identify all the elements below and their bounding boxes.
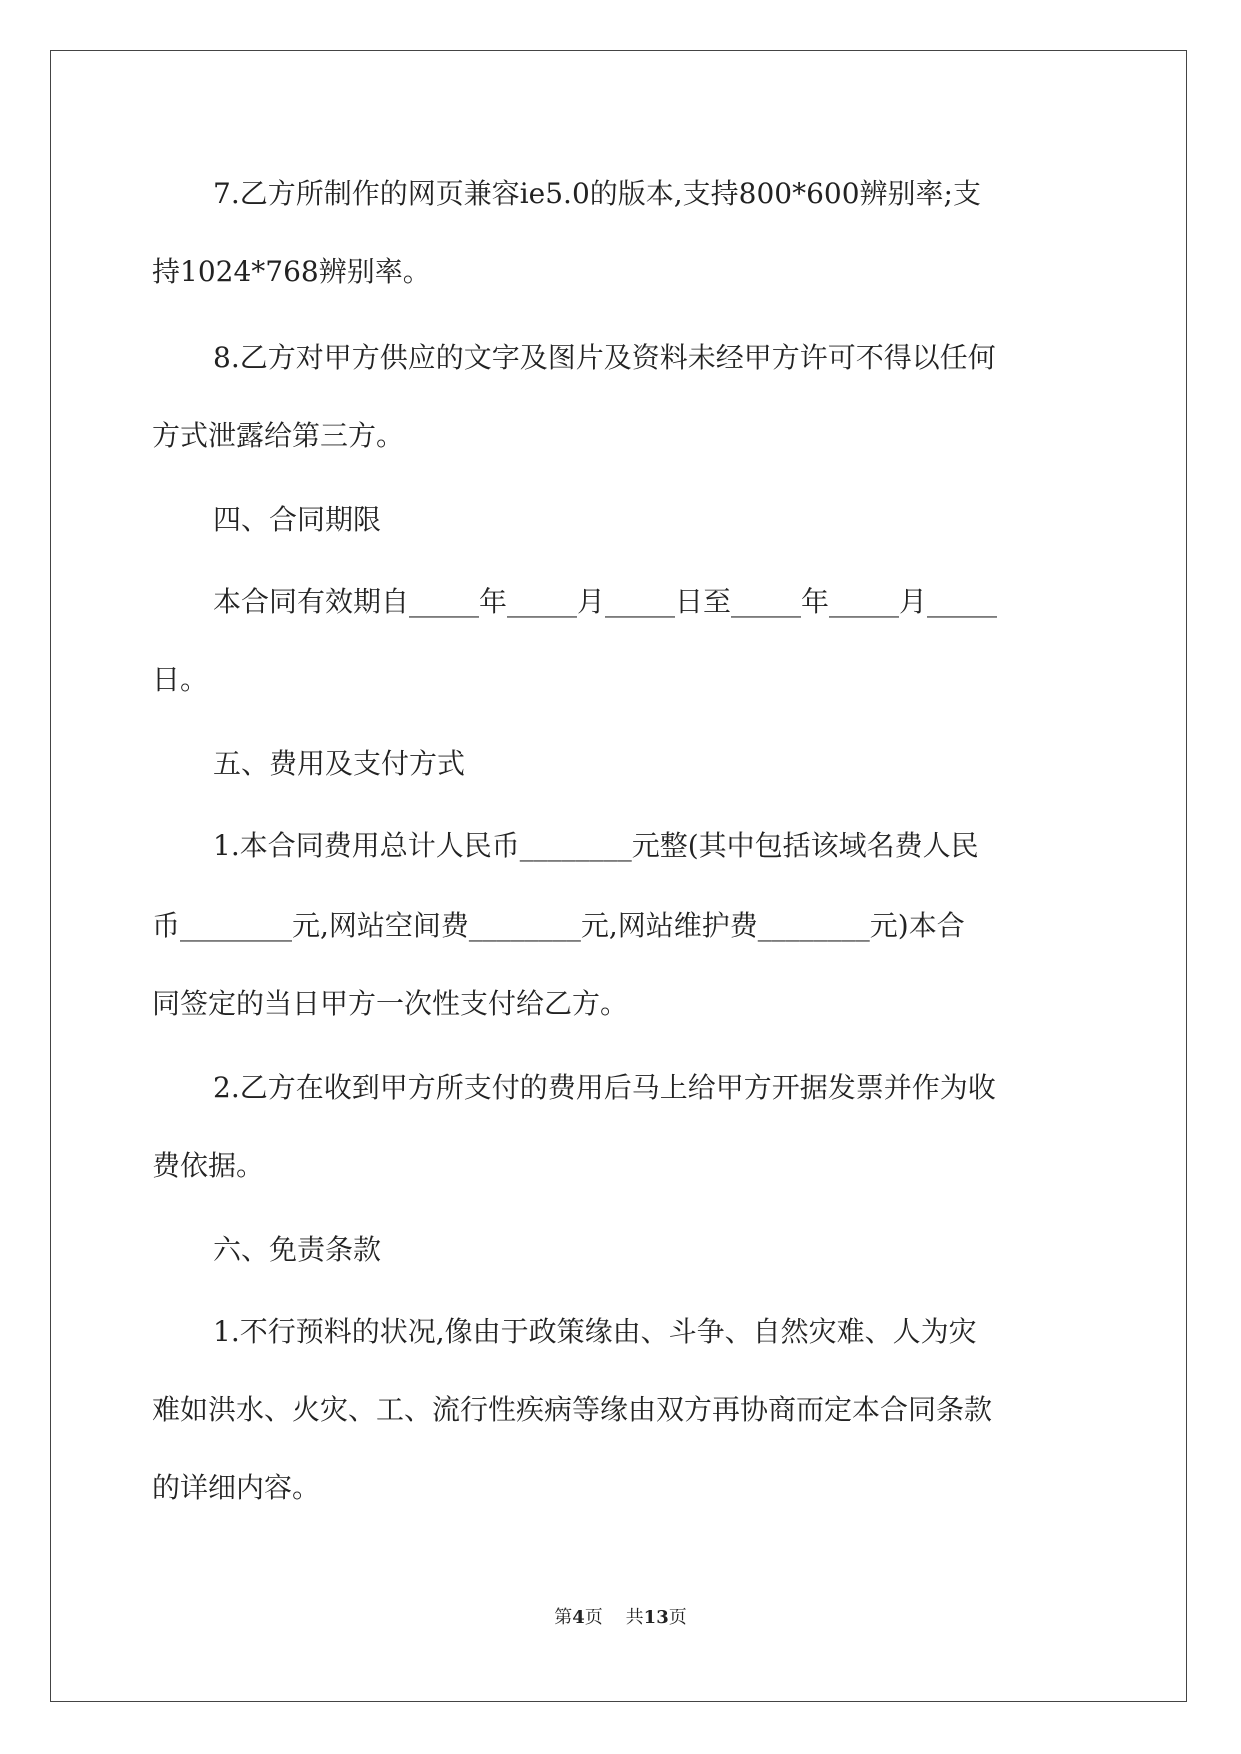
page-suffix: 页 [584,1607,603,1628]
page-prefix: 第 [554,1607,573,1628]
clause-8-line-1: 8.乙方对甲方供应的文字及图片及资料未经甲方许可不得以任何 [213,341,996,374]
payment-2-line-2: 费依据。 [152,1149,265,1182]
page-border [50,50,1187,1702]
payment-2-line-1: 2.乙方在收到甲方所支付的费用后马上给甲方开据发票并作为收 [213,1071,996,1104]
page-footer [0,1603,1241,1629]
section-heading-payment: 五、费用及支付方式 [213,747,466,780]
clause-7-line-2: 持1024*768辨别率。 [152,255,431,288]
payment-1-line-1: 1.本合同费用总计人民币________元整(其中包括该域名费人民 [213,829,979,862]
disclaimer-1-line-1: 1.不行预料的状况,像由于政策缘由、斗争、自然灾难、人为灾 [213,1315,977,1348]
page-total: 13 [643,1607,669,1628]
section-heading-term: 四、合同期限 [213,503,382,536]
disclaimer-1-line-3: 的详细内容。 [152,1471,321,1504]
total-suffix: 页 [668,1607,687,1628]
section-heading-disclaimer: 六、免责条款 [213,1233,382,1266]
term-line-1: 本合同有效期自_____年_____月_____日至_____年_____月_____ [213,585,998,618]
clause-7-line-1: 7.乙方所制作的网页兼容ie5.0的版本,支持800*600辨别率;支 [213,177,981,210]
clause-8-line-2: 方式泄露给第三方。 [152,419,405,452]
term-line-2: 日。 [152,663,209,696]
disclaimer-1-line-2: 难如洪水、火灾、工、流行性疾病等缘由双方再协商而定本合同条款 [152,1393,993,1426]
payment-1-line-3: 同签定的当日甲方一次性支付给乙方。 [152,987,629,1020]
page-current: 4 [572,1607,585,1628]
payment-1-line-2: 币________元,网站空间费________元,网站维护费________元)本合 [152,909,965,942]
total-prefix: 共 [625,1607,644,1628]
